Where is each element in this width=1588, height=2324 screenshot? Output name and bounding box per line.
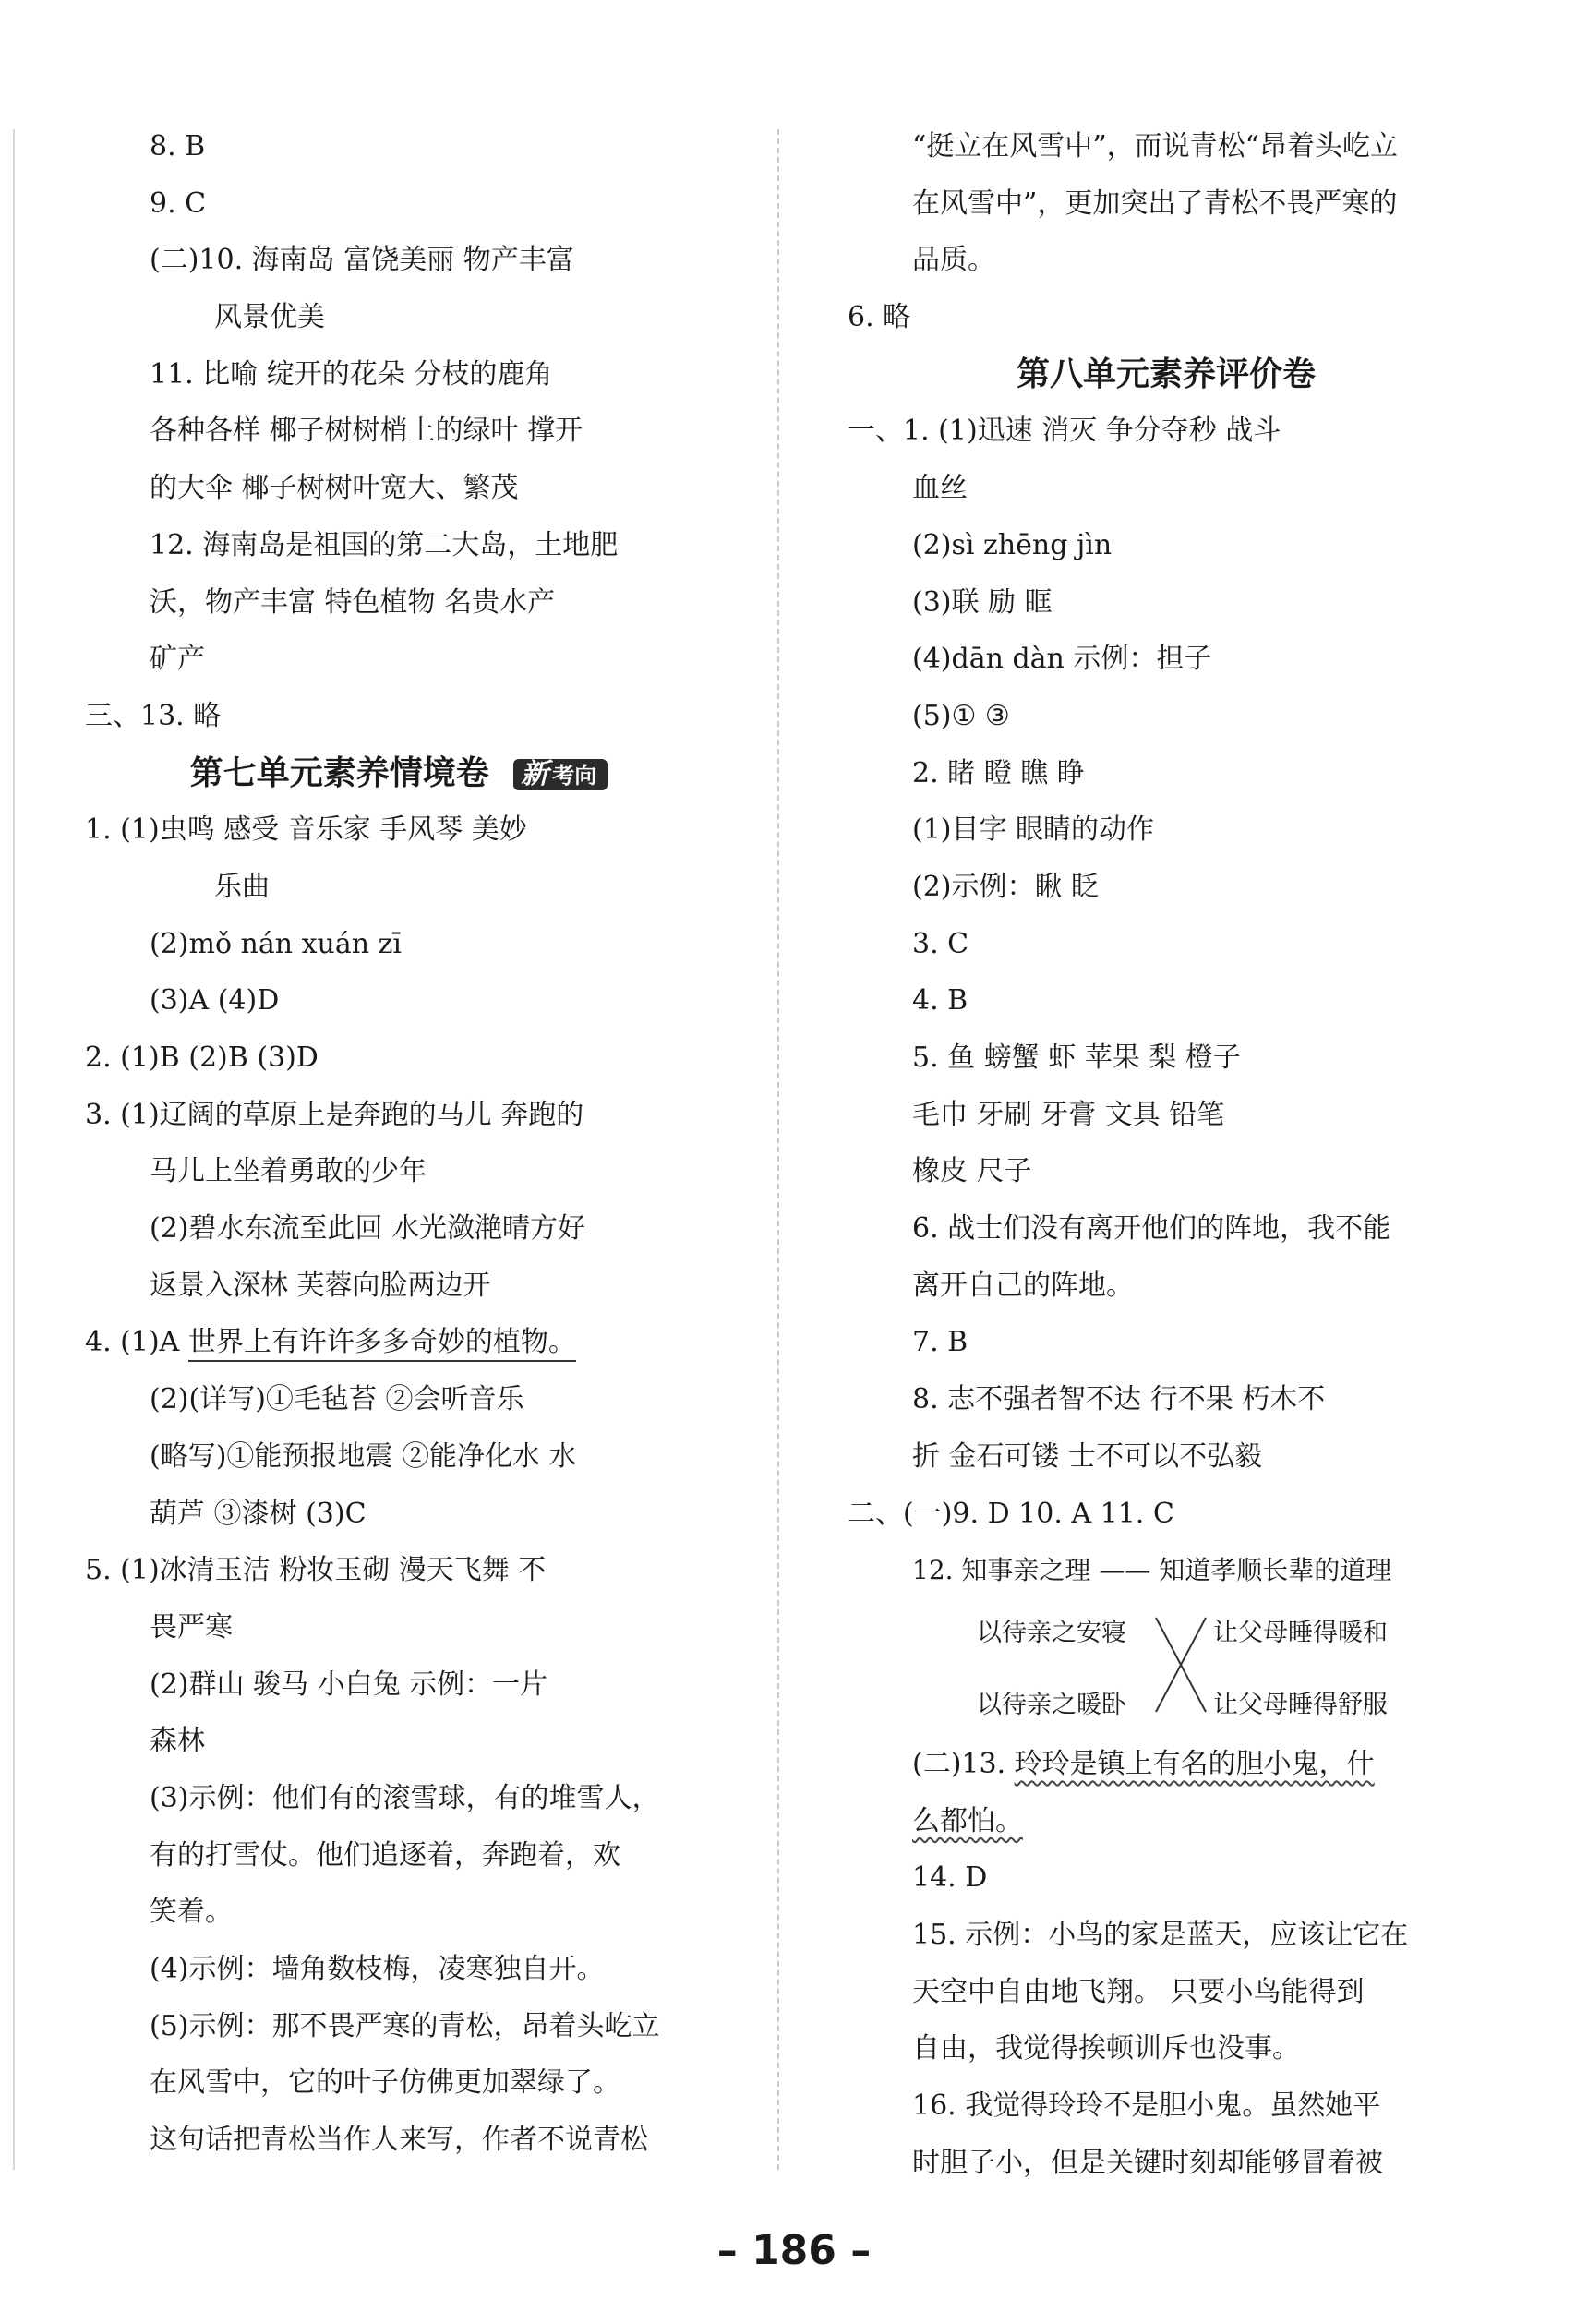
answer-line: 7. B — [912, 1326, 968, 1359]
answer-line: 血丝 — [912, 472, 968, 505]
page-edge-line — [13, 129, 15, 2170]
answer-line: (4)示例：墙角数枝梅，凌寒独自开。 — [150, 1953, 605, 1985]
answer-line: 6. 略 — [848, 301, 911, 334]
answer-line: 三、13. 略 — [85, 699, 222, 732]
answer-line-q12: 12. 知事亲之理 —— 知道孝顺长辈的道理 — [912, 1555, 1392, 1586]
answer-line: 森林 — [150, 1725, 205, 1758]
new-exam-direction-badge: 新 考向 — [513, 759, 608, 790]
answer-line: 离开自己的阵地。 — [912, 1269, 1134, 1302]
answer-line: (1)目字 眼睛的动作 — [912, 813, 1155, 847]
answer-line: 马儿上坐着勇敢的少年 — [150, 1155, 427, 1188]
answer-line: 各种各样 椰子树树梢上的绿叶 撑开 — [150, 415, 583, 448]
answer-line: 4. B — [912, 984, 968, 1018]
answer-line: 毛巾 牙刷 牙膏 文具 铅笔 — [912, 1098, 1225, 1131]
answer-line: 这句话把青松当作人来写，作者不说青松 — [150, 2124, 648, 2157]
answer-line: (2)(详写)①毛毡苔 ②会听音乐 — [150, 1383, 524, 1416]
column-divider — [777, 129, 779, 2170]
answer-line: 在风雪中”，更加突出了青松不畏严寒的 — [912, 187, 1398, 220]
answer-line: 3. C — [912, 927, 969, 960]
answer-line: 二、(一)9. D 10. A 11. C — [848, 1497, 1174, 1530]
underlined-sentence: 世界上有许许多多奇妙的植物。 — [188, 1326, 576, 1362]
left-column — [85, 118, 713, 2169]
match-left-top: 以待亲之安寝 — [977, 1618, 1126, 1647]
answer-line: (2)sì zhēng jìn — [912, 528, 1113, 561]
match-right-bottom: 让父母睡得舒服 — [1213, 1690, 1388, 1719]
answer-line: (略写)①能预报地震 ②能净化水 水 — [150, 1439, 577, 1473]
answer-line: 2. 睹 瞪 瞧 睁 — [912, 756, 1085, 789]
answer-line: “挺立在风雪中”，而说青松“昂着头屹立 — [912, 130, 1399, 163]
answer-line-q13: (二)13. 玲玲是镇上有名的胆小鬼，什 — [912, 1747, 1375, 1780]
page-number: – 186 – — [716, 2227, 872, 2274]
answer-line: 有的打雪仗。他们追逐着，奔跑着，欢 — [150, 1838, 620, 1872]
answer-line: (3)A (4)D — [150, 984, 280, 1018]
cross-lines-icon — [1152, 1612, 1211, 1719]
answer-line: 自由，我觉得挨顿训斥也没事。 — [912, 2032, 1300, 2065]
answer-line: 畏严寒 — [150, 1610, 233, 1644]
right-answers-part1 — [848, 118, 1485, 346]
wavy-underlined-sentence: 玲玲是镇上有名的胆小鬼，什 — [1014, 1747, 1375, 1780]
left-answers-part1 — [85, 118, 713, 745]
answer-line: 1. (1)虫鸣 感受 音乐家 手风琴 美妙 — [85, 813, 527, 847]
section-title-text: 第八单元素养评价卷 — [1016, 355, 1316, 393]
right-answers-part3 — [848, 1849, 1485, 2191]
answer-line: (5)① ③ — [912, 699, 1010, 732]
answer-line: (2)群山 骏马 小白兔 示例：一片 — [150, 1668, 548, 1701]
answer-line: 8. B — [150, 130, 206, 163]
answer-line: 天空中自由地飞翔。 只要小鸟能得到 — [912, 1975, 1365, 2008]
answer-line: 11. 比喻 绽开的花朵 分枝的鹿角 — [150, 357, 553, 391]
answer-line: 品质。 — [912, 244, 995, 277]
left-answers-part2 — [85, 801, 713, 1314]
answer-line: 沃，物产丰富 特色植物 名贵水产 — [150, 585, 556, 619]
answer-line: 15. 示例：小鸟的家是蓝天，应该让它在 — [912, 1918, 1409, 1951]
answer-line: (2)mǒ nán xuán zī — [150, 927, 402, 960]
answer-line-q13-cont — [848, 1793, 1485, 1850]
answer-line: 折 金石可镂 士不可以不弘毅 — [912, 1439, 1263, 1473]
answer-line: 在风雪中，它的叶子仿佛更加翠绿了。 — [150, 2066, 620, 2100]
answer-line: (3)示例：他们有的滚雪球，有的堆雪人， — [150, 1781, 660, 1814]
answer-line: 16. 我觉得玲玲不是胆小鬼。虽然她平 — [912, 2089, 1381, 2122]
answer-line: 矿产 — [150, 643, 205, 676]
wavy-underlined-sentence-cont: 么都怕。 — [912, 1804, 1023, 1837]
answer-line: 风景优美 — [214, 301, 325, 334]
answer-line: (2)示例：瞅 眨 — [912, 870, 1100, 903]
answer-line: 12. 海南岛是祖国的第二大岛，土地肥 — [150, 528, 619, 561]
answer-line: 时胆子小，但是关键时刻却能够冒着被 — [912, 2146, 1383, 2179]
answer-line: 5. (1)冰清玉洁 粉妆玉砌 漫天飞舞 不 — [85, 1554, 547, 1587]
answer-line: 返景入深林 芙蓉向脸两边开 — [150, 1269, 491, 1302]
answer-line: (3)联 励 眶 — [912, 585, 1053, 619]
match-right-top: 让父母睡得暖和 — [1213, 1618, 1388, 1647]
answer-line: 2. (1)B (2)B (3)D — [85, 1042, 319, 1074]
answer-line: 的大伞 椰子树树叶宽大、繁茂 — [150, 472, 519, 505]
answer-line: 笑着。 — [150, 1896, 233, 1929]
answer-line: (5)示例：那不畏严寒的青松，昂着头屹立 — [150, 2009, 660, 2042]
answer-line: 8. 志不强者智不达 行不果 朽木不 — [912, 1383, 1326, 1416]
answer-line: 3. (1)辽阔的草原上是奔跑的马儿 奔跑的 — [85, 1098, 584, 1131]
match-left-bottom: 以待亲之暖卧 — [977, 1690, 1126, 1719]
answer-line: 乐曲 — [214, 870, 270, 903]
answer-line: (2)碧水东流至此回 水光潋滟晴方好 — [150, 1212, 586, 1246]
answer-line: 葫芦 ③漆树 (3)C — [150, 1497, 367, 1530]
answer-line: 14. D — [912, 1861, 988, 1895]
answer-line: 5. 鱼 螃蟹 虾 苹果 梨 橙子 — [912, 1042, 1241, 1074]
answer-line: 一、1. (1)迅速 消灭 争分夺秒 战斗 — [848, 415, 1281, 448]
matching-diagram — [848, 1599, 1485, 1736]
right-answers-part2 — [848, 403, 1485, 1542]
section-title-unit8 — [848, 346, 1485, 403]
answer-line-q4: 4. (1)A 世界上有许许多多奇妙的植物。 — [85, 1314, 713, 1371]
answer-line: (4)dān dàn 示例：担子 — [912, 643, 1212, 676]
section-title-unit7 — [85, 745, 713, 802]
answer-line: 橡皮 尺子 — [912, 1155, 1032, 1188]
right-column — [848, 118, 1485, 2191]
answer-line: 6. 战士们没有离开他们的阵地，我不能 — [912, 1212, 1391, 1246]
section-title-text: 第七单元素养情境卷 — [189, 753, 489, 792]
answer-line: 9. C — [150, 187, 207, 220]
answer-line: (二)10. 海南岛 富饶美丽 物产丰富 — [150, 244, 574, 277]
left-answers-part3 — [85, 1371, 713, 2169]
